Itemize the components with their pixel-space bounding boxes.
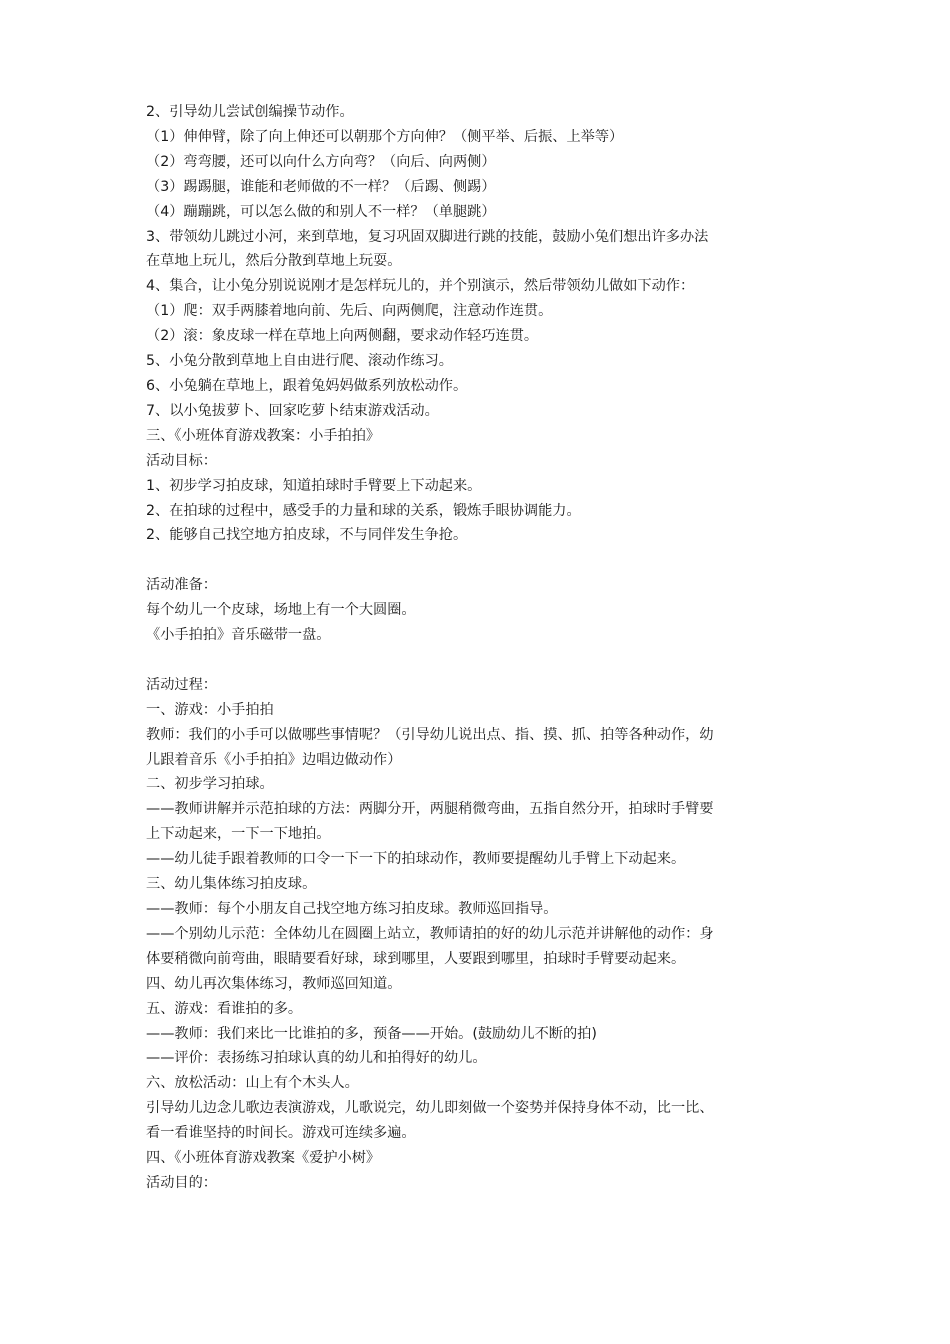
text-line: 4、集合，让小兔分别说说刚才是怎样玩儿的，并个别演示，然后带领幼儿做如下动作： [146,278,695,295]
blank-line [146,548,836,573]
text-line: 《小手拍拍》音乐磁带一盘。 [146,627,331,644]
text-line: ——教师：每个小朋友自己找空地方练习拍皮球。教师巡回指导。 [146,900,558,917]
text-line: ——评价：表扬练习拍球认真的幼儿和拍得好的幼儿。 [146,1050,487,1067]
text-line: 儿跟着音乐《小手拍拍》边唱边做动作） [146,751,402,768]
text-line: 三、幼儿集体练习拍皮球。 [146,876,317,893]
text-line: 上下动起来，一下一下地拍。 [146,826,331,843]
text-line: 活动过程： [146,676,217,693]
text-line: 四、《小班体育游戏教案《爱护小树》 [146,1150,381,1167]
text-line: 7、以小兔拔萝卜、回家吃萝卜结束游戏活动。 [146,402,439,419]
text-line: 引导幼儿边念儿歌边表演游戏，儿歌说完，幼儿即刻做一个姿势并保持身体不动，比一比、 [146,1100,714,1117]
text-line: ——教师：我们来比一比谁拍的多，预备——开始。(鼓励幼儿不断的拍) [146,1025,597,1042]
text-line: 一、游戏：小手拍拍 [146,701,274,718]
text-line: （3）踢踢腿，谁能和老师做的不一样？（后踢、侧踢） [146,178,496,195]
text-line: 5、小兔分散到草地上自由进行爬、滚动作练习。 [146,353,453,370]
text-line: 活动准备： [146,577,217,594]
text-line: （1）伸伸臂，除了向上伸还可以朝那个方向伸？（侧平举、后振、上举等） [146,128,624,145]
text-line: 6、小兔躺在草地上，跟着兔妈妈做系列放松动作。 [146,377,468,394]
document-page [146,100,836,1196]
text-line: ——教师讲解并示范拍球的方法：两脚分开，两腿稍微弯曲，五指自然分开，拍球时手臂要 [146,801,714,818]
text-line: 体要稍微向前弯曲，眼睛要看好球，球到哪里，人要跟到哪里，拍球时手臂要动起来。 [146,950,686,967]
text-line: 六、放松活动：山上有个木头人。 [146,1075,359,1092]
blank-line [146,648,836,673]
text-line: （4）蹦蹦跳，可以怎么做的和别人不一样？（单腿跳） [146,203,496,220]
text-line: 2、在拍球的过程中，感受手的力量和球的关系，锻炼手眼协调能力。 [146,502,581,519]
text-line: 二、初步学习拍球。 [146,776,274,793]
text-line: 在草地上玩儿，然后分散到草地上玩耍。 [146,253,402,270]
text-line: ——个别幼儿示范：全体幼儿在圆圈上站立，教师请拍的好的幼儿示范并讲解他的动作：身 [146,925,714,942]
text-line: ——幼儿徒手跟着教师的口令一下一下的拍球动作，教师要提醒幼儿手臂上下动起来。 [146,851,686,868]
text-line: 看一看谁坚持的时间长。游戏可连续多遍。 [146,1125,416,1142]
text-line: 2、能够自己找空地方拍皮球，不与同伴发生争抢。 [146,527,468,544]
text-line: 五、游戏：看谁拍的多。 [146,1000,303,1017]
text-line: 三、《小班体育游戏教案：小手拍拍》 [146,427,381,444]
text-line: 1、初步学习拍皮球，知道拍球时手臂要上下动起来。 [146,477,482,494]
text-line: 活动目标： [146,452,217,469]
text-line: 活动目的： [146,1174,217,1191]
text-line: 每个幼儿一个皮球，场地上有一个大圆圈。 [146,602,416,619]
text-line: 教师：我们的小手可以做哪些事情呢？（引导幼儿说出点、指、摸、抓、拍等各种动作，幼 [146,726,714,743]
text-line: （1）爬：双手两膝着地向前、先后、向两侧爬，注意动作连贯。 [146,303,553,320]
text-line: 四、幼儿再次集体练习，教师巡回知道。 [146,975,402,992]
text-line: （2）滚：象皮球一样在草地上向两侧翻，要求动作轻巧连贯。 [146,328,539,345]
text-line: 3、带领幼儿跳过小河，来到草地，复习巩固双脚进行跳的技能，鼓励小兔们想出许多办法 [146,228,709,245]
text-line: 2、引导幼儿尝试创编操节动作。 [146,104,354,120]
text-line: （2）弯弯腰，还可以向什么方向弯？（向后、向两侧） [146,153,496,170]
